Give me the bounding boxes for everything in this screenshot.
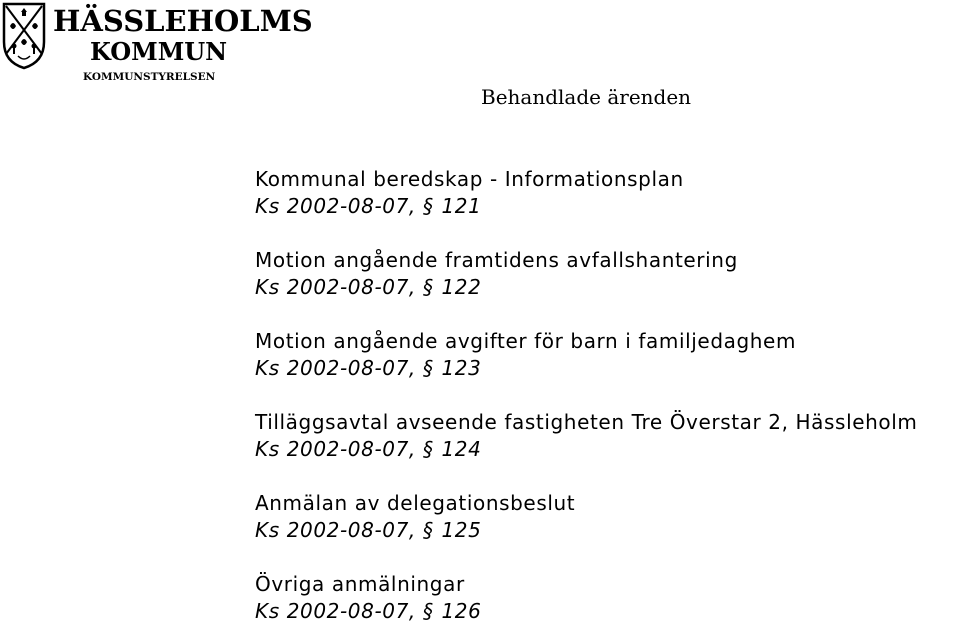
ref-number: 125	[441, 518, 482, 542]
org-name-line1: HÄSSLEHOLMS	[53, 4, 313, 38]
municipality-logo	[0, 0, 313, 84]
case-item	[255, 166, 684, 220]
section-sign: §	[422, 194, 434, 218]
org-name-line2: KOMMUN	[90, 37, 228, 66]
section-sign: §	[422, 518, 434, 542]
case-reference	[255, 193, 684, 220]
ref-prefix: Ks 2002-08-07,	[255, 194, 416, 218]
ref-prefix: Ks 2002-08-07,	[255, 275, 416, 299]
case-reference	[255, 274, 738, 301]
case-title: Övriga anmälningar	[255, 572, 465, 596]
ref-number: 122	[441, 275, 482, 299]
section-sign: §	[422, 437, 434, 461]
section-sign: §	[422, 356, 434, 380]
case-item	[255, 247, 738, 301]
case-item	[255, 490, 575, 544]
coat-of-arms-icon	[2, 2, 46, 70]
section-sign: §	[422, 275, 434, 299]
case-item	[255, 571, 481, 625]
case-reference	[255, 436, 917, 463]
case-item	[255, 409, 917, 463]
ref-number: 126	[441, 599, 482, 623]
ref-number: 123	[441, 356, 482, 380]
case-title: Kommunal beredskap - Informationsplan	[255, 167, 684, 191]
case-item	[255, 328, 796, 382]
org-department: KOMMUNSTYRELSEN	[83, 71, 216, 83]
ref-prefix: Ks 2002-08-07,	[255, 437, 416, 461]
case-title: Tilläggsavtal avseende fastigheten Tre Överstar 2, Hässleholm	[255, 410, 918, 434]
case-reference	[255, 517, 575, 544]
ref-number: 121	[441, 194, 482, 218]
ref-number: 124	[441, 437, 482, 461]
ref-prefix: Ks 2002-08-07,	[255, 356, 416, 380]
case-reference	[255, 355, 796, 382]
ref-prefix: Ks 2002-08-07,	[255, 599, 416, 623]
case-title: Motion angående framtidens avfallshantering	[255, 248, 738, 272]
case-title: Motion angående avgifter för barn i familjedaghem	[255, 329, 797, 353]
case-reference	[255, 598, 481, 625]
section-sign: §	[422, 599, 434, 623]
ref-prefix: Ks 2002-08-07,	[255, 518, 416, 542]
page-heading: Behandlade ärenden	[481, 85, 692, 109]
case-title: Anmälan av delegationsbeslut	[255, 491, 576, 515]
